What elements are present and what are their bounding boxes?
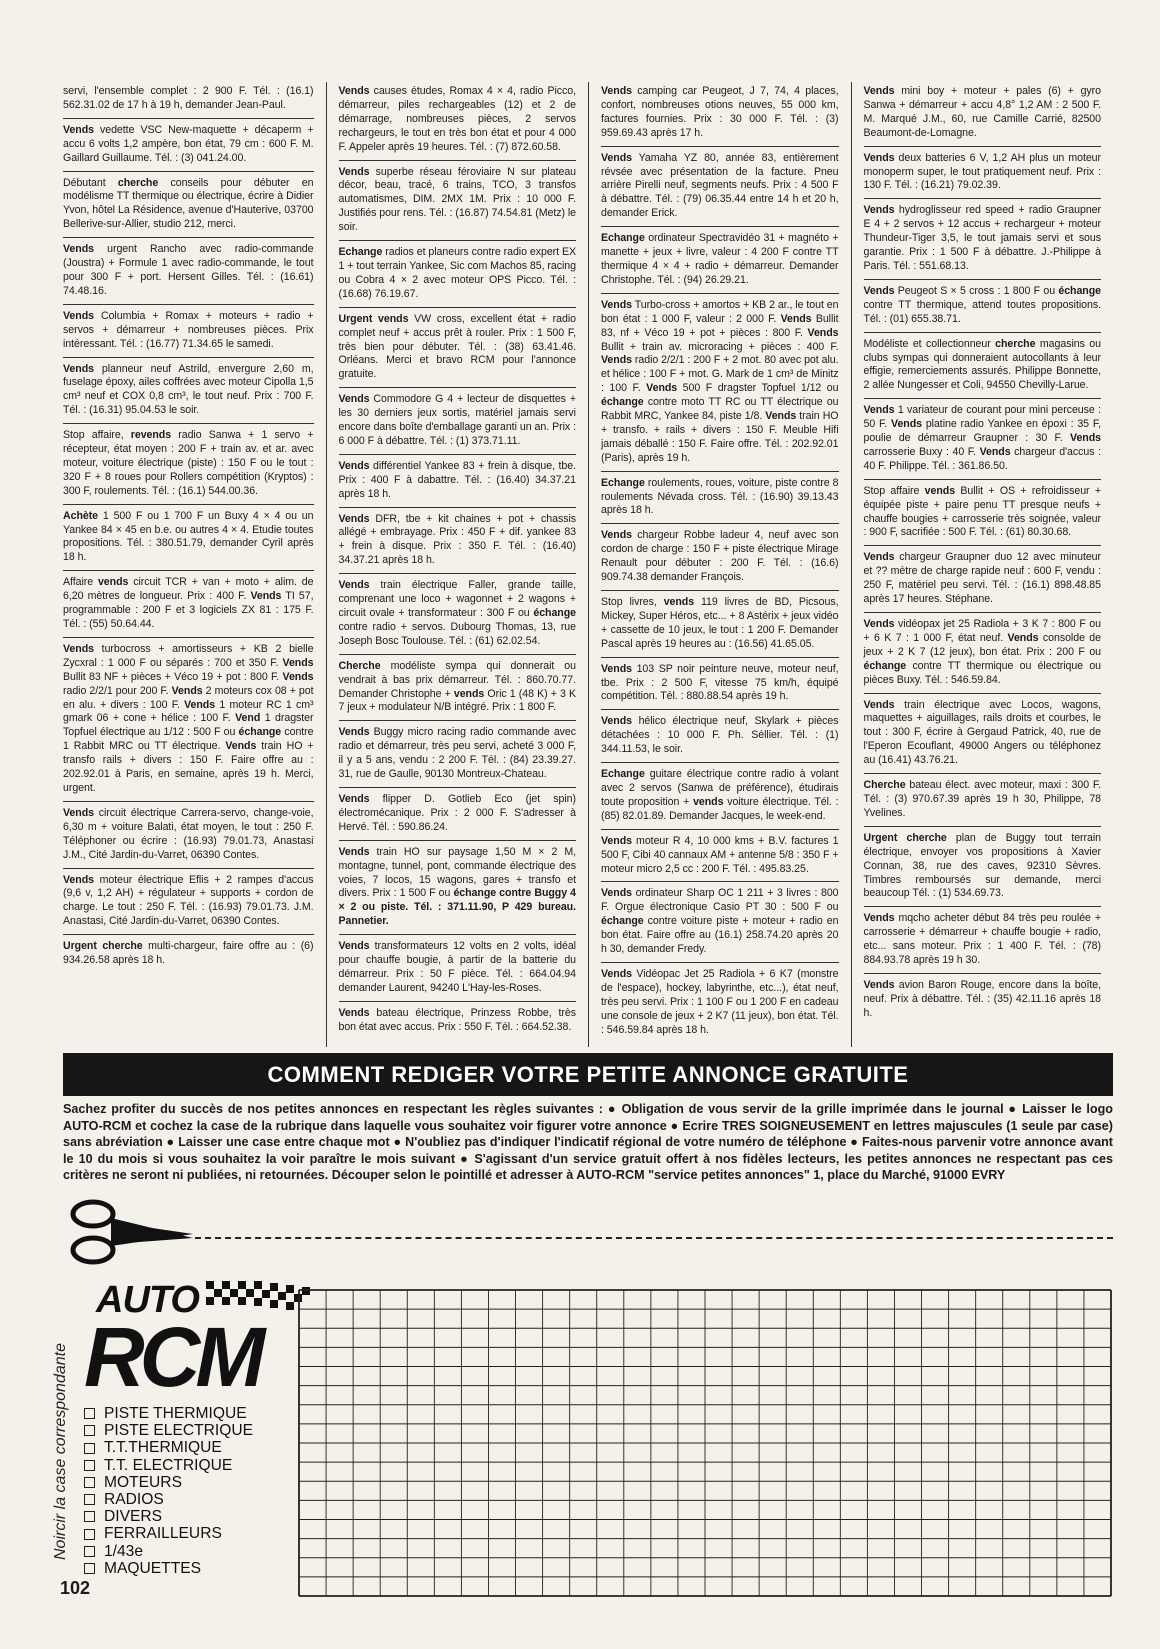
- classified-ad: Vends vedette VSC New-maquette + décaperm + accu 6 volts 1,2 ampère, bon état, 79 cm : 600 F. M. Gaillard Guillaume. Tél. : (3) 041.24.00.: [63, 121, 314, 172]
- classified-ad: Vends DFR, tbe + kit chaines + pot + chassis allégé + embrayage. Prix : 450 F + dif. yankee 83 + frein à disque. Prix : 350 F. Tél. : (16.40) 34.37.21 après 18 h.: [339, 510, 577, 575]
- category-item: [84, 1405, 253, 1422]
- classified-ad: Echange radios et planeurs contre radio expert EX 1 + tout terrain Yankee, Sic com Machos 85, racing ou Cobra 4 × 2 avec moteur OPS Picco. Tél. : (16.68) 76.19.67.: [339, 243, 577, 308]
- classified-ad: Affaire vends circuit TCR + van + moto + alim. de 6,20 mètres de longueur. Prix : 400 F. Vends TI 57, programmable : 200 F et 3 logiciels ZX 81 : 175 F. Tél. : (55) 50.64.44.: [63, 573, 314, 638]
- ad-entry-grid[interactable]: [298, 1289, 1112, 1597]
- classified-ad: Echange ordinateur Spectravidéo 31 + magnéto + manette + jeux + livre, valeur : 4 200 F contre TT thermique 4 × 4 + radio + démarreur. Demander Christophe. Tél. : (94) 26.29.21.: [601, 229, 839, 294]
- category-item: [84, 1508, 253, 1525]
- category-label: T.T.THERMIQUE: [104, 1439, 222, 1457]
- classified-ad: Vends hélico électrique neuf, Skylark + pièces détachées : 10 000 F. Ph. Séllier. Tél. : (1) 344.11.53, le soir.: [601, 712, 839, 763]
- classified-ad: servi, l'ensemble complet : 2 900 F. Tél. : (16.1) 562.31.02 de 17 h à 19 h, demander Jean-Paul.: [63, 82, 314, 119]
- category-item: [84, 1474, 253, 1491]
- category-item: [84, 1525, 253, 1542]
- classified-ad: Vends ordinateur Sharp OC 1 211 + 3 livres : 800 F. Orgue électronique Casio PT 30 : 500 F ou échange contre voiture piste + moteur + radio en bon état. Faire offre au (16.1) 258.74.20 après 20 h 30, demander Fredy.: [601, 884, 839, 963]
- classified-ad: Vends Peugeot S × 5 cross : 1 800 F ou échange contre TT thermique, attend toutes propositions. Tél. : (01) 655.38.71.: [864, 282, 1102, 333]
- classified-ad: Vends Commodore G 4 + lecteur de disquettes + les 30 derniers jeux sortis, matériel jamais servi encore dans boîte d'emballage garanti un an. Prix : 6 000 F à débattre. Tél. : (1) 373.71.11.: [339, 390, 577, 455]
- classified-ad: Echange roulements, roues, voiture, piste contre 8 roulements Névada cross. Tél. : (16.90) 39.13.43 après 18 h.: [601, 474, 839, 525]
- classified-ad: Vends chargeur Robbe ladeur 4, neuf avec son cordon de charge : 150 F + piste électrique Mirage Renault pour débuter : 200 F. Tél. : (16.6) 909.74.38 demander François.: [601, 526, 839, 591]
- classified-ad: Modéliste et collectionneur cherche magasins ou clubs sympas qui donneraient autocollants à leur effigie, remerciements assurés. Philippe Bonnette, 2 allée Nungesser et Coli, 94550 Chevilly-Larue.: [864, 335, 1102, 400]
- logo-rcm-text: RCM: [84, 1310, 261, 1404]
- classified-ad: Vends mqcho acheter début 84 très peu roulée + carrosserie + démarreur + chauffe bougie + radio, etc... sans moteur. Prix : 1 400 F. Tél. : (78) 884.93.78 après 19 h 30.: [864, 909, 1102, 974]
- category-label: RADIOS: [104, 1491, 164, 1509]
- classified-ad: Stop affaire, revends radio Sanwa + 1 servo + récepteur, état moyen : 200 F + train av. et ar. avec moteur, voiture électrique (piste) : 150 F ou le tout : 320 F + 8 roues pour Rollers compétition (Kryptos) : 300 F, roulements. Tél. : (16.1) 544.00.36.: [63, 426, 314, 505]
- classified-ad: Vends camping car Peugeot, J 7, 74, 4 places, confort, nombreuses otions neuves, 55 000 km, factures fournies. Prix : 30 000 F. Tél. : (3) 959.69.43 après 17 h.: [601, 82, 839, 147]
- classified-ad: Vends Yamaha YZ 80, année 83, entièrement révsée avec présentation de la facture. Pneu arrière Pirelli neuf, segments neufs. Prix : 4 500 F à débattre. Tél. : (79) 06.35.44 entre 14 h et 20 h, demander Erick.: [601, 149, 839, 228]
- classified-ad: Débutant cherche conseils pour débuter en modélisme TT thermique ou électrique, écrire à Didier Yvon, hôtel La Résidence, avenue d'Hauterive, 03700 Bellerive-sur-Allier, studio 212, merci.: [63, 174, 314, 239]
- classified-ad: Cherche modéliste sympa qui donnerait ou vendrait à bas prix démarreur. Tél. : 860.70.77. Demander Christophe + vends Oric 1 (48 K) + 3 K 7 jeux + modulateur N/B intégré. Prix : 1 800 F.: [339, 657, 577, 722]
- page-number: 102: [60, 1578, 91, 1598]
- classified-ad: Vends deux batteries 6 V, 1,2 AH plus un moteur monoperm super, le tout pratiquement neuf. Prix : 130 F. Tél. : (16.21) 79.02.39.: [864, 149, 1102, 200]
- category-item: [84, 1543, 253, 1560]
- category-checkbox[interactable]: [84, 1546, 95, 1557]
- category-item: [84, 1560, 253, 1577]
- category-item: [84, 1439, 253, 1456]
- classified-ad: Vends moteur électrique Eflis + 2 rampes d'accus (9,6 v, 1,2 AH) + régulateur + supports + cordon de charge. Le tout : 250 F. Tél. : (16.93) 79.01.73. J.M. Anastasi, Cité Jardin-du-Varret, 06390 Contes.: [63, 871, 314, 936]
- classified-ad: Vends mini boy + moteur + pales (6) + gyro Sanwa + démarreur + accu 4,8° 1,2 AM : 2 500 F. M. Marqué J.M., 60, rue Camille Carrié, 82500 Beaumont-de-Lomagne.: [864, 82, 1102, 147]
- category-label: MAQUETTES: [104, 1559, 202, 1577]
- classified-ad: Vends 103 SP noir peinture neuve, moteur neuf, tbe. Prix : 2 500 F, vitesse 75 km/h, équipé compétition. Tél. : 880.88.54 après 19 h.: [601, 660, 839, 711]
- classified-ad: Vends avion Baron Rouge, encore dans la boîte, neuf. Prix à débattre. Tél. : (35) 42.11.16 après 18 h.: [863, 978, 1101, 1019]
- classified-ad: Vends train électrique avec Locos, wagons, maquettes + aiguillages, rails droits et courbes, le tout : 300 F, écrire à Gergaud Patrick, 40, rue de l'Eperon Ecouflant, 49000 Angers ou téléphonez au (16.41) 43.76.21.: [864, 696, 1102, 775]
- category-label: FERRAILLEURS: [104, 1525, 222, 1543]
- category-label: T.T. ELECTRIQUE: [104, 1456, 233, 1474]
- classified-ad: Cherche bateau élect. avec moteur, maxi : 300 F. Tél. : (3) 970.67.39 après 19 h 30, Philippe, 78 Yvelines.: [864, 776, 1102, 827]
- classified-ad: Vends chargeur Graupner duo 12 avec minuteur et ?? mètre de charge rapide neuf : 600 F, vendu : 250 F, matériel peu servi. Tél. : (16.1) 898.48.85 après 17 heures. Stéphane.: [864, 548, 1102, 613]
- classified-ad: Vends moteur R 4, 10 000 kms + B.V. factures 1 500 F, Cibi 40 cannaux AM + antenne 5/8 : 350 F + moteur micro 2,5 cc : 200 F. Tél. : 495.83.25.: [601, 832, 839, 883]
- category-checkbox[interactable]: [84, 1477, 95, 1488]
- category-label: PISTE THERMIQUE: [104, 1405, 247, 1422]
- category-checkbox[interactable]: [84, 1529, 95, 1540]
- category-item: [84, 1457, 253, 1474]
- classified-ad: Vends train HO sur paysage 1,50 M × 2 M, montagne, tunnel, pont, commande électrique des voies, 7 locos, 15 wagons, gares + transfo et divers. Prix : 1 500 F ou échange contre Buggy 4 × 2 ou piste. Tél. : 371.11.90, P 429 bureau. Pannetier.: [339, 843, 577, 935]
- classified-ad: Stop affaire vends Bullit + OS + refroidisseur + équipée piste + paire penu TT presque neufs + chauffe bougies + carrosserie très soignée, valeur : 900 F, sacrifiée : 500 F. Tél. : (61) 80.30.68.: [864, 482, 1102, 547]
- category-item: [84, 1491, 253, 1508]
- ad-column-4: [851, 82, 1114, 1047]
- classified-ad: Vends causes études, Romax 4 × 4, radio Picco, démarreur, piles rechargeables (12) et 2 de démarrage, nombreuses pièces, 2 servos rechargeurs, le tout en très bon état et pour 4 000 F. Appeler après 19 heures. Tél. : (7) 872.60.58.: [339, 82, 577, 161]
- classified-ad: Vends flipper D. Gotlieb Eco (jet spin) électromécanique. Prix : 2 000 F. S'adresser à Hervé. Tél. : 590.86.24.: [339, 790, 577, 841]
- classified-ad: Vends circuit électrique Carrera-servo, change-voie, 6,30 m + voiture Balati, état moyen, le tout : 250 F. Téléphoner ou écrire : (16.93) 79.01.73, Anastasi J.M., Cité Jardin-du-Varret, 06390 Contes.: [63, 804, 314, 869]
- ad-column-2: [326, 82, 589, 1047]
- classified-ad: Vends Buggy micro racing radio commande avec radio et démarreur, très peu servi, acheté 3 000 F, il y a 5 ans, vendu : 2 200 F. Tél. : (84) 23.39.27. 31, rue de Gaulle, 90130 Montreux-Chateau.: [339, 723, 577, 788]
- category-checkbox[interactable]: [84, 1425, 95, 1436]
- classified-ad: Vends train électrique Faller, grande taille, comprenant une loco + wagonnet + 2 wagons + circuit ovale + transformateur : 300 F ou échange contre radio + servos. Dubourg Thomas, 13, rue Joseph Bosc Toulouse. Tél. : (61) 62.02.54.: [339, 576, 577, 655]
- rules-paragraph: Sachez profiter du succès de nos petites annonces en respectant les règles suivantes : ● Obligation de vous servir de la grille imprimée dans le journal ● Laisser le logo AUTO-RCM et cochez la case de la rubrique dans laquelle vous souhaitez voir figurer votre annonce ● Ecrire TRES SOIGNEUSEMENT en lettres majuscules (1 seule par case) sans abréviation ● Laisser une case entre chaque mot ● N'oubliez pas d'indiquer l'indicatif régional de votre numéro de téléphone ● Faites-nous parvenir votre annonce avant le 10 du mois si vous souhaitez la voir paraître le mois suivant ● S'agissant d'un service gratuit offert à nos fidèles lecteurs, les petites annonces ne respectant pas ces critères ne seront ni publiées, ni retournées. Découper selon le pointillé et adresser à AUTO-RCM "service petites annonces" 1, place du Marché, 91000 EVRY: [63, 1102, 1113, 1182]
- auto-rcm-logo: [78, 1275, 278, 1410]
- classified-ad: Urgent cherche plan de Buggy tout terrain électrique, envoyer vos propositions à Xavier Connan, 38, rue des caves, 92310 Sèvres. Timbres remboursés sur demande, merci beaucoup Tél. : (1) 534.69.73.: [864, 829, 1102, 908]
- classified-ad: Vends Turbo-cross + amortos + KB 2 ar., le tout en bon état : 1 000 F, valeur : 2 000 F. Vends Bullit 83, nf + Véco 19 + pot + pièces : 800 F. Vends Bullit + train av. microracing + pièces : 400 F. Vends radio 2/2/1 : 200 F + 2 mot. 80 avec pot alu. et hélice : 100 F + mot. G. Mark de 1 cm³ de Minitz : 100 F. Vends 500 F dragster Topfuel 1/12 ou échange contre moto TT RC ou TT électrique ou Rabbit MRC, Yankee 84, piste 1/8. Vends train HO + transfo. + rails + divers : 150 F. Meuble Hifi jamais déballé : 150 F. Faire offre. Tél. : 202.92.01 (Paris), après 19 h.: [601, 296, 839, 472]
- classified-ad: Achète 1 500 F ou 1 700 F un Buxy 4 × 4 ou un Yankee 84 × 45 en b.e. ou autres 4 × 4. Etudie toutes propositions. Tél. : 380.51.79, demander Cyril après 18 h.: [63, 507, 314, 572]
- classified-ad: Urgent vends VW cross, excellent état + radio complet neuf + accus prêt à rouler. Prix : 1 500 F, très bien pour débuter. Tél. : (38) 63.41.46. Orléans. Merci et bravo RCM pour l'annonce gratuite.: [339, 310, 577, 389]
- classified-ad: Echange guitare électrique contre radio à volant avec 2 servos (Sanwa de préférence), étudirais toute proposition + vends voiture électrique. Tél. : (85) 82.01.89. Demander Jacques, le week-end.: [601, 765, 839, 830]
- ad-column-3: [588, 82, 851, 1047]
- classified-ad: Vends vidéopax jet 25 Radiola + 3 K 7 : 800 F ou + 6 K 7 : 1 000 F, état neuf. Vends consolde de jeux + 2 K 7 (12 jeux), bon état. Prix : 200 F ou échange contre TT thermique ou électrique ou pièces Buxy. Tél. : 546.59.84.: [864, 615, 1102, 694]
- classified-ad: Vends bateau électrique, Prinzess Robbe, très bon état avec accus. Prix : 550 F. Tél. : 664.52.38.: [338, 1006, 576, 1033]
- vertical-instruction: Noircir la case correspondante: [52, 1343, 69, 1560]
- classified-ad: Vends turbocross + amortisseurs + KB 2 bielle Zycxral : 1 000 F ou séparés : 700 et 350 F. Vends Bullit 83 NF + pièces + Véco 19 + pot : 800 F. Vends radio 2/2/1 pour 200 F. Vends 2 moteurs cox 08 + pot en alu. + divers : 100 F. Vends 1 moteur RC 1 cm³ gmark 06 + cone + hélice : 100 F. Vend 1 dragster Topfuel électrique au 1/12 : 500 F ou échange contre 1 Rabbit MRC ou TT électrique. Vends train HO + transfo rails + divers : 150 F. Faire offre au : 202.92.01 à Paris, en semaine, après 19 h. Merci, urgent.: [63, 640, 314, 802]
- scissors-icon: [63, 1196, 1113, 1266]
- category-checkbox[interactable]: [84, 1443, 95, 1454]
- category-label: DIVERS: [104, 1508, 163, 1526]
- classified-ad: Vends hydroglisseur red speed + radio Graupner E 4 + 2 servos + 12 accus + rechargeur + moteur Thundeur-Tiger 3,5, le tout jamais servi et sous garantie. Prix : 1 500 F à débattre. J.-Philippe à Paris. Tél. : 551.68.13.: [864, 201, 1102, 280]
- classified-ad: Stop livres, vends 119 livres de BD, Picsous, Mickey, Super Héros, etc... + 8 Astérix + jeux vidéo + cassette de 10 jeux, le tout : 1 200 F. Demander Pascal après 19 heures au : (16.56) 41.65.05.: [601, 593, 839, 658]
- ad-column-1: [63, 82, 326, 1047]
- section-banner: COMMENT REDIGER VOTRE PETITE ANNONCE GRATUITE: [63, 1053, 1113, 1096]
- category-item: [84, 1422, 253, 1439]
- classified-ad: Vends différentiel Yankee 83 + frein à disque, tbe. Prix : 400 F à dabattre. Tél. : (16.40) 34.37.21 après 18 h.: [339, 457, 577, 508]
- classified-ad: Urgent cherche multi-chargeur, faire offre au : (6) 934.26.58 après 18 h.: [63, 940, 314, 967]
- classified-ad: Vends Columbia + Romax + moteurs + radio + servos + démarreur + nombreuses pièces. Prix intéressant. Tél. : (16.77) 71.34.65 le samedi.: [63, 307, 314, 358]
- classified-ad: Vends urgent Rancho avec radio-commande (Joustra) + Formule 1 avec radio-commande, le tout pour 300 F + port. Hersent Gilles. Tél. : (16.61) 74.48.16.: [63, 240, 314, 305]
- category-label: MOTEURS: [104, 1473, 182, 1491]
- classified-ad: Vends planneur neuf Astrild, envergure 2,60 m, fuselage époxy, ailes coffrées avec moteur Cipolla 1,5 cm³ neuf et COX 0,8 cm³, le tout neuf. Prix : 700 F. Tél. : (16.31) 95.04.53 le soir.: [63, 360, 314, 425]
- classified-ad: Vends transformateurs 12 volts en 2 volts, idéal pour chauffe bougie, à partir de la batterie du démarreur. Prix : 50 F pièce. Tél. : 664.04.94 demander Laurent, 94240 L'Hay-les-Roses.: [339, 937, 577, 1002]
- category-checkbox[interactable]: [84, 1511, 95, 1522]
- cut-dotted-line: [195, 1237, 1113, 1239]
- category-label: PISTE ELECTRIQUE: [104, 1422, 254, 1440]
- category-checklist: [84, 1405, 253, 1577]
- classified-columns: [63, 82, 1113, 1047]
- classified-ad: Vends superbe réseau féroviaire N sur plateau décor, beau, tracé, 6 trains, TCO, 3 transfos automatismes, DIM. 2MX 1M. Prix : 10 000 F. Justifiés pour rens. Tél. : (16.87) 74.54.81 (Metz) le soir.: [339, 163, 577, 242]
- classified-ad: Vends Vidéopac Jet 25 Radiola + 6 K7 (monstre de l'espace), hockey, labyrinthe, etc...), état neuf, très peu servi. Prix : 1 100 F ou 1 200 F en cadeau une console de jeux + 2 K7 (11 jeux), bon état. Tél. : 546.59.84 après 18 h.: [601, 967, 839, 1036]
- logo-auto-text: AUTO: [96, 1279, 199, 1321]
- category-checkbox[interactable]: [84, 1460, 95, 1471]
- category-checkbox[interactable]: [84, 1408, 95, 1419]
- category-checkbox[interactable]: [84, 1494, 95, 1505]
- classified-ad: Vends 1 variateur de courant pour mini perceuse : 50 F. Vends platine radio Yankee en époxi : 35 F, poulie de démarreur Graupner : 30 F. Vends carrosserie Buxy : 40 F. Vends chargeur d'accus : 40 F. Philippe. Tél. : 361.86.50.: [864, 401, 1102, 480]
- category-label: 1/43e: [104, 1542, 144, 1560]
- category-checkbox[interactable]: [84, 1563, 95, 1574]
